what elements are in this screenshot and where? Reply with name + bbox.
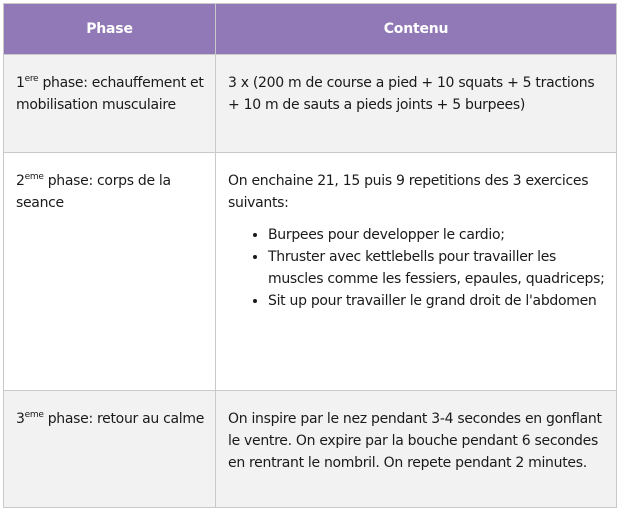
phase-ordinal-suffix: eme bbox=[24, 172, 44, 182]
phase-cell bbox=[4, 55, 216, 153]
content-intro: On enchaine 21, 15 puis 9 repetitions des 3 exercices suivants: bbox=[228, 173, 589, 211]
phase-ordinal-suffix: ere bbox=[24, 74, 39, 84]
phase-number: 2 bbox=[16, 173, 25, 189]
content-cell bbox=[216, 55, 617, 153]
list-item: • Thruster avec kettlebells pour travailler les muscles comme les fessiers, epaules, quadriceps; bbox=[268, 246, 606, 290]
table-row bbox=[4, 55, 617, 153]
workout-table-container bbox=[3, 3, 616, 508]
header-phase: Phase bbox=[4, 4, 216, 55]
content-text: On inspire par le nez pendant 3-4 secondes en gonflant le ventre. On expire par la bouche pendant 6 secondes en rentrant le nombril. On repete pendant 2 minutes. bbox=[228, 411, 602, 471]
content-cell bbox=[216, 153, 617, 391]
list-item: • Sit up pour travailler le grand droit de l'abdomen bbox=[268, 290, 606, 312]
phase-cell bbox=[4, 391, 216, 508]
table-row bbox=[4, 153, 617, 391]
table-header-row bbox=[4, 4, 617, 55]
exercise-list bbox=[228, 224, 606, 312]
phase-label: phase: echauffement et mobilisation musculaire bbox=[16, 75, 204, 113]
phase-ordinal-suffix: eme bbox=[24, 410, 44, 420]
header-contenu: Contenu bbox=[216, 4, 617, 55]
phase-number: 3 bbox=[16, 411, 25, 427]
workout-phases-table bbox=[3, 3, 617, 508]
content-cell bbox=[216, 391, 617, 508]
phase-number: 1 bbox=[16, 75, 25, 91]
phase-label: phase: corps de la seance bbox=[16, 173, 171, 211]
content-text: 3 x (200 m de course a pied + 10 squats + 5 tractions + 10 m de sauts a pieds joints + 5 burpees) bbox=[228, 75, 595, 113]
phase-label: phase: retour au calme bbox=[43, 411, 205, 427]
table-row bbox=[4, 391, 617, 508]
phase-cell bbox=[4, 153, 216, 391]
list-item: • Burpees pour developper le cardio; bbox=[268, 224, 606, 246]
